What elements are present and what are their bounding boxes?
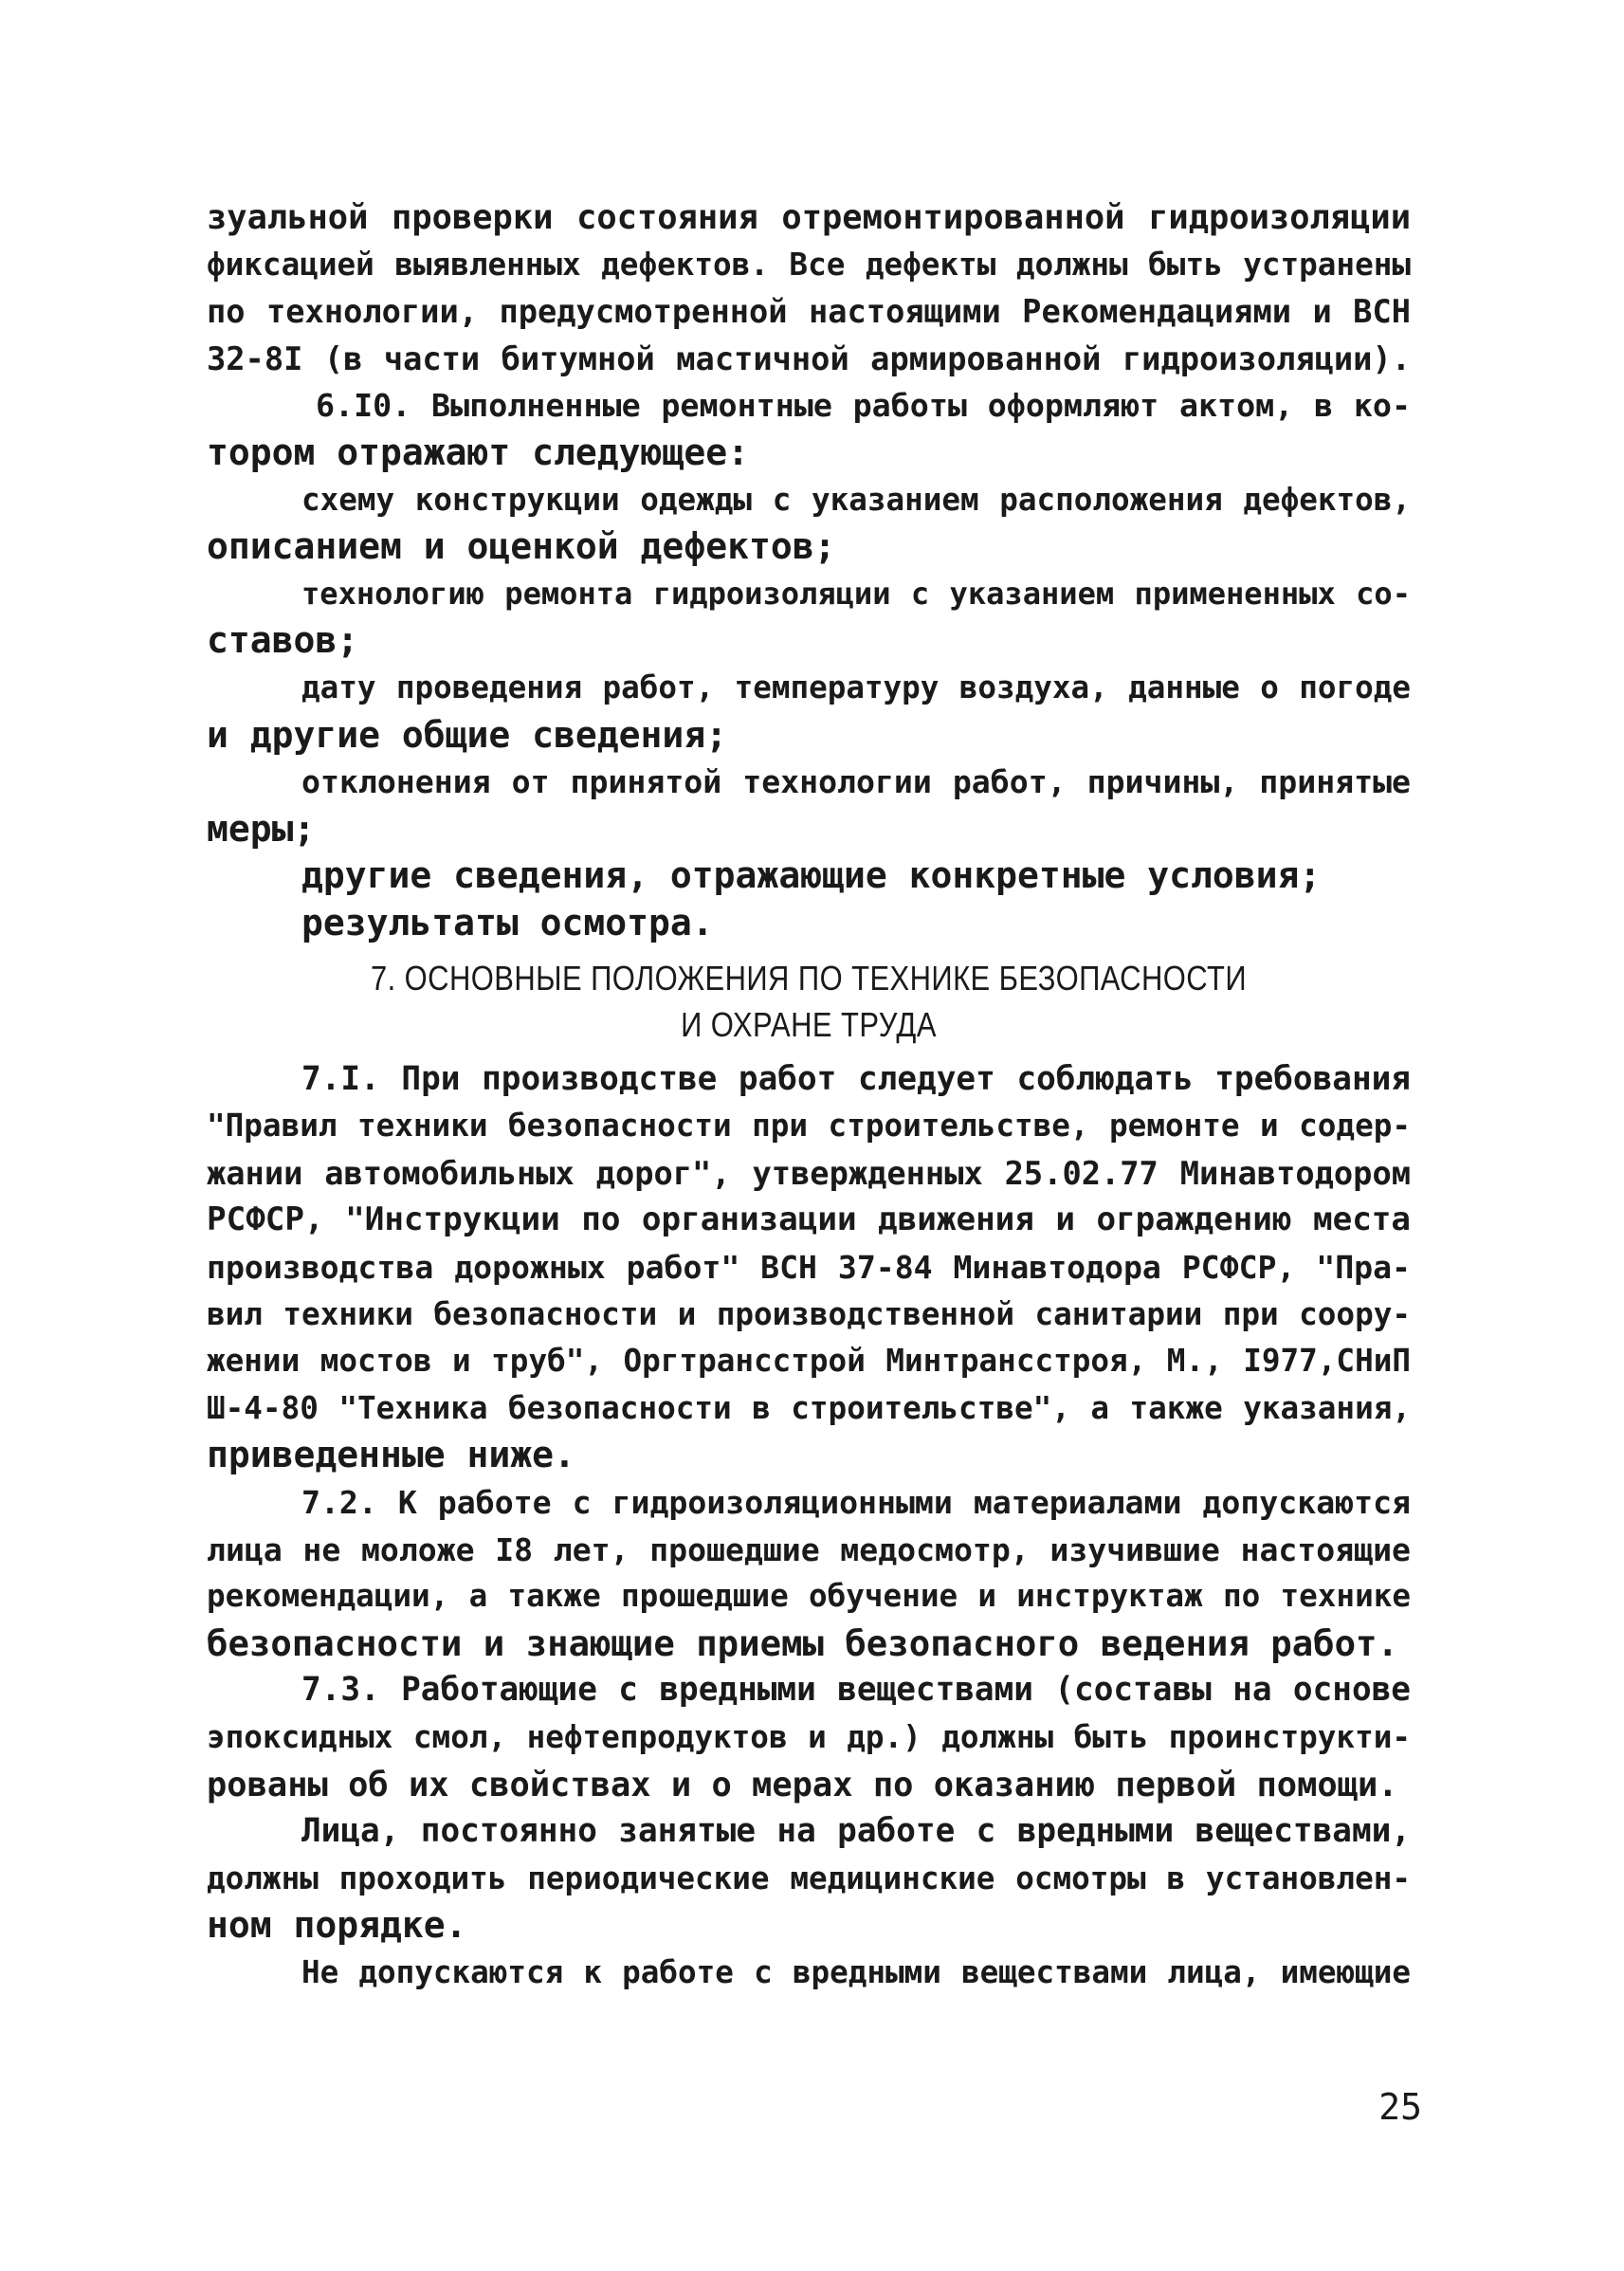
section-heading: 7. ОСНОВНЫЕ ПОЛОЖЕНИЯ ПО ТЕХНИКЕ БЕЗОПАСНОСТИ (370, 958, 1248, 998)
list-item-other: другие сведения, отражающие конкретные условия; (301, 854, 1322, 897)
text-line: 32-8I (в части битумной мастичной армированной гидроизоляции). (207, 339, 1411, 377)
text-line: приведенные ниже. (207, 1434, 575, 1476)
text-line: эпоксидных смол, нефтепродуктов и др.) должны быть проинструкти- (207, 1719, 1411, 1755)
text-line: жении мостов и труб", Оргтрансстрой Минтрансстроя, М., I977,СНиП (207, 1343, 1411, 1380)
text-line: рекомендации, а также прошедшие обучение и инструктаж по технике (207, 1578, 1411, 1615)
page-number: 25 (1378, 2086, 1422, 2128)
paragraph-6-10-start: 6.I0. Выполненные ремонтные работы оформляют актом, в ко- (316, 387, 1411, 425)
paragraph-persons-start: Лица, постоянно занятые на работе с вредными веществами, (301, 1812, 1411, 1851)
text-line: вил техники безопасности и производственной санитарии при соору- (207, 1295, 1411, 1332)
text-line: должны проходить периодические медицинские осмотры в установлен- (207, 1859, 1411, 1896)
text-line: производства дорожных работ" ВСН 37-84 Минавтодора РСФСР, "Пра- (207, 1249, 1411, 1287)
text-line: и другие общие сведения; (207, 713, 728, 756)
text-line: по технологии, предусмотренной настоящими Рекомендациями и ВСН (207, 293, 1411, 331)
text-line: "Правил техники безопасности при строительстве, ремонте и содер- (207, 1108, 1411, 1145)
text-line: Ш-4-80 "Техника безопасности в строительстве", а также указания, (207, 1389, 1411, 1426)
paragraph-7-1-start: 7.I. При производстве работ следует соблюдать требования (301, 1059, 1411, 1098)
list-item-deviations: отклонения от принятой технологии работ, причины, принятые (301, 763, 1411, 801)
text-line: лица не моложе I8 лет, прошедшие медосмотр, изучившие настоящие (207, 1530, 1411, 1568)
list-item-date: дату проведения работ, температуру воздуха, данные о погоде (301, 668, 1411, 705)
text-line: тором отражают следующее: (207, 430, 749, 473)
list-item-results: результаты осмотра. (301, 901, 714, 943)
text-line: описанием и оценкой дефектов; (207, 525, 836, 568)
text-line: зуальной проверки состояния отремонтированной гидроизоляции (207, 198, 1411, 237)
text-line: жании автомобильных дорог", утвержденных 25.02.77 Минавтодором (207, 1154, 1411, 1192)
list-item-scheme: схему конструкции одежды с указанием расположения дефектов, (301, 481, 1411, 518)
text-line: меры; (207, 807, 316, 850)
paragraph-7-2-start: 7.2. К работе с гидроизоляционными материалами допускаются (301, 1484, 1411, 1522)
text-line: РСФСР, "Инструкции по организации движения и ограждению места (207, 1200, 1411, 1239)
text-line: ном порядке. (207, 1904, 467, 1947)
text-line: рованы об их свойствах и о мерах по оказанию первой помощи. (207, 1765, 1398, 1804)
section-heading-cont: И ОХРАНЕ ТРУДА (681, 1005, 937, 1045)
text-line: фиксацией выявленных дефектов. Все дефекты должны быть устранены (207, 246, 1411, 283)
text-line: ставов; (207, 619, 359, 662)
paragraph-not-admitted-start: Не допускаются к работе с вредными веществами лица, имеющие (301, 1953, 1411, 1990)
text-line: безопасности и знающие приемы безопасного ведения работ. (207, 1621, 1398, 1664)
paragraph-7-3-start: 7.3. Работающие с вредными веществами (составы на основе (301, 1671, 1411, 1710)
list-item-technology: технологию ремонта гидроизоляции с указанием примененных со- (301, 575, 1411, 612)
body-text (207, 194, 1411, 1997)
